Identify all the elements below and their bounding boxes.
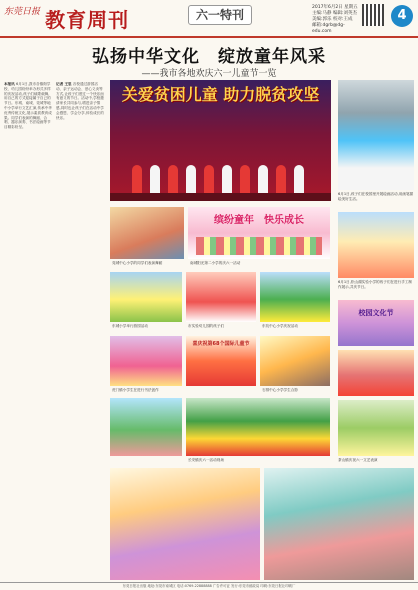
article-subhead: ——我市各地欢庆六一儿童节一览	[141, 69, 277, 79]
dancer-figure	[186, 165, 196, 195]
hero-banner-text: 关爱贫困儿童 助力脱贫攻坚	[121, 85, 320, 104]
photo-parents-children	[264, 468, 414, 580]
photo-painting-kids	[338, 80, 414, 190]
photo-campus-group	[110, 398, 182, 456]
photo-caption: 东城小学举行游园活动	[112, 324, 148, 328]
dancer-figure	[150, 165, 160, 195]
photo-school-event	[260, 272, 330, 322]
photo-calligraphy	[260, 336, 330, 386]
dancer-figure	[132, 165, 142, 195]
qr-code-icon	[362, 4, 384, 26]
column-lead: 本报讯	[4, 82, 15, 86]
photo-outdoor-activity	[110, 272, 182, 322]
text-column-1	[4, 82, 52, 572]
column-body: 6月1日,我市各镇街学校、幼儿园纷纷举办形式多样的庆祝活动,孩子们载歌载舞,用自己的方式迎接属于自己的节日。东城、南城、莞城等地中小学举行文艺汇演,传承中华优秀传统文化,展示素质教育成果。同学们表演的舞蹈、合唱、器乐演奏、书法绘画等节目精彩纷呈。	[4, 82, 52, 130]
photo-caption: 东坑中心小学庆祝活动	[262, 324, 298, 328]
dancer-figure	[168, 165, 178, 195]
stage-floor	[110, 193, 331, 201]
photo-children-dance	[110, 207, 184, 259]
small-banner-text: 缤纷童年 快乐成长	[214, 215, 304, 226]
dancer-figure	[222, 165, 232, 195]
newspaper-logo	[4, 4, 129, 33]
dancer-figure	[276, 165, 286, 195]
dancer-figure	[258, 165, 268, 195]
photo-festival-banner	[186, 336, 256, 386]
small-banner-text: 校园文化节	[358, 309, 394, 317]
dancer-figure	[240, 165, 250, 195]
column-body: 各校通过游园活动、亲子运动会、爱心义卖等方式,让孩子们度过一个快乐而有意义的节日。活动中,学校邀请家长共同参与,增进亲子情感,同时也让孩子们在活动中学会感恩、学会分享,体验成长的快乐。	[56, 82, 104, 120]
photo-handcraft	[338, 212, 414, 278]
photo-caption: 6月1日,孩子们在校园里开展绘画活动,用画笔描绘美好生活。	[338, 192, 414, 201]
photo-caption: 市实验幼儿园的孩子们	[188, 324, 224, 328]
page-number: 4	[391, 5, 413, 27]
photo-caption: 虎门镇小学生在进行书法创作	[112, 388, 159, 392]
column-lead: 记者 王思	[56, 82, 72, 86]
section-title: 教育周刊	[45, 8, 130, 32]
dancer-figure	[204, 165, 214, 195]
photo-culture-festival	[338, 300, 414, 346]
masthead	[0, 0, 418, 38]
hero-photo	[110, 80, 331, 201]
page-footer: 东莞日报社出版 地址:东莞市南城区 电话:0769-22888888 广告许可证 发行:东莞市邮政局 印刷:东莞日报社印刷厂	[0, 582, 418, 590]
issue-meta: 2017年6月2日 星期五 主编:马静 编辑:刘英杰 美编:郭乐 校对:王成 邮箱:dgrb@dg-edu.com	[312, 5, 358, 34]
article-headline: 弘扬中华文化 绽放童年风采	[92, 47, 326, 67]
small-banner-text: 喜庆祝第68个国际儿童节	[192, 341, 250, 347]
photo-stage-show	[338, 350, 414, 396]
special-issue-badge: 六一特刊	[188, 5, 252, 25]
performers-row	[196, 237, 322, 255]
photo-costume-show	[110, 336, 182, 386]
dancer-figure	[294, 165, 304, 195]
city-name: 东莞日报	[4, 7, 41, 17]
photo-teacher-children	[110, 468, 260, 580]
photo-caption: 莞城中心小学的同学们表演舞蹈	[112, 261, 163, 265]
photo-banner-stage	[188, 207, 330, 259]
photo-outdoor-group	[338, 400, 414, 456]
photo-caption: 南城阳光第二小学的庆六一活动	[190, 261, 241, 265]
photo-playground	[186, 398, 330, 456]
photo-caption: 6月1日,松山湖实验小学的孩子们在进行手工制作展示,共庆节日。	[338, 280, 412, 289]
photo-caption: 长安镇庆六一活动现场	[188, 458, 224, 462]
photo-caption: 茶山镇庆祝六一文艺表演	[338, 458, 378, 462]
photo-kids-performance	[186, 272, 256, 322]
text-column-2	[56, 82, 104, 572]
photo-caption: 石排中心小学学生合影	[262, 388, 298, 392]
